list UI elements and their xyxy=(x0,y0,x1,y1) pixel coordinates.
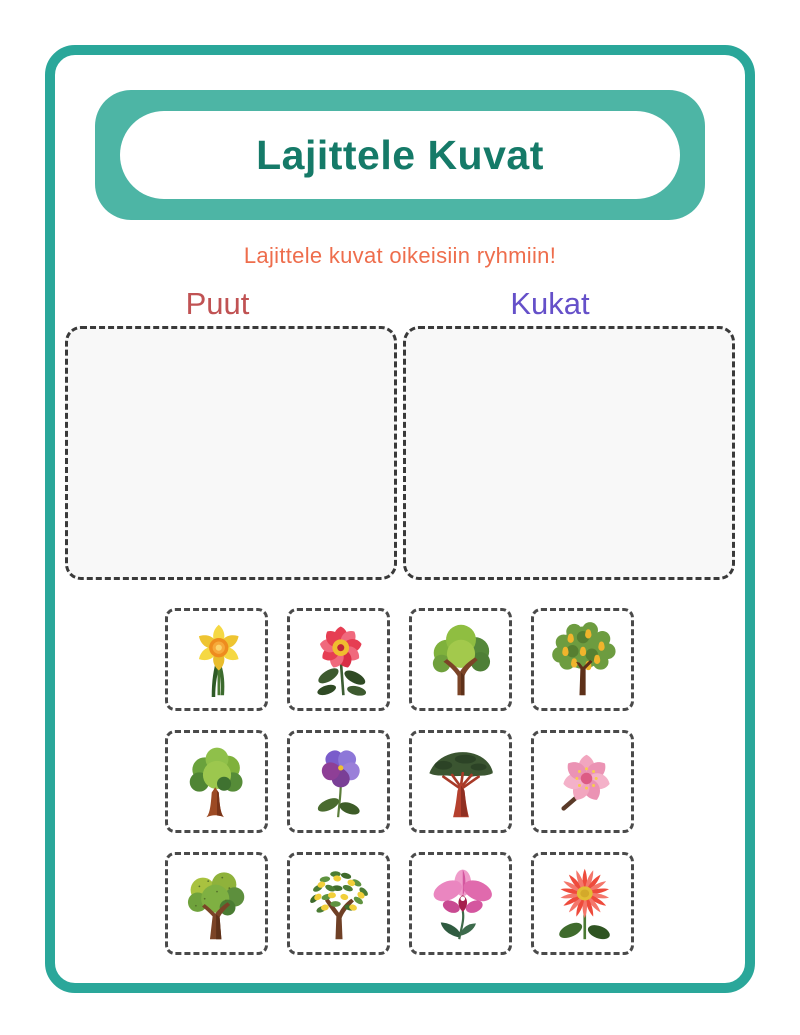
card-green-tree[interactable] xyxy=(409,608,512,711)
puut-dropzone[interactable] xyxy=(65,326,397,580)
card-pear-tree[interactable] xyxy=(531,608,634,711)
pear-tree-image xyxy=(539,616,627,704)
card-daffodil[interactable] xyxy=(165,608,268,711)
card-cherry-blossom[interactable] xyxy=(531,730,634,833)
violet-flower-image xyxy=(295,738,383,826)
card-bushy-tree[interactable] xyxy=(165,852,268,955)
title-banner xyxy=(95,90,705,220)
green-tree-image xyxy=(417,616,505,704)
card-lemon-tree[interactable] xyxy=(287,852,390,955)
page-title: Lajittele Kuvat xyxy=(256,131,544,178)
card-orchid-flower[interactable] xyxy=(409,852,512,955)
bushy-tree-image xyxy=(173,860,261,948)
card-dragon-tree[interactable] xyxy=(409,730,512,833)
card-red-flower[interactable] xyxy=(287,608,390,711)
round-tree-image xyxy=(173,738,261,826)
instructions-text: Lajittele kuvat oikeisiin ryhmiin! xyxy=(243,243,557,268)
card-violet-flower[interactable] xyxy=(287,730,390,833)
lemon-tree-image xyxy=(295,860,383,948)
orchid-flower-image xyxy=(417,860,505,948)
card-gerbera-flower[interactable] xyxy=(531,852,634,955)
cards-grid xyxy=(165,608,634,955)
cherry-blossom-image xyxy=(539,738,627,826)
card-round-tree[interactable] xyxy=(165,730,268,833)
red-flower-image xyxy=(295,616,383,704)
dragon-tree-image xyxy=(417,738,505,826)
kukat-zone-label: Kukat xyxy=(510,286,590,321)
kukat-dropzone[interactable] xyxy=(403,326,735,580)
gerbera-flower-image xyxy=(539,860,627,948)
puut-zone-label: Puut xyxy=(185,286,250,321)
daffodil-flower-image xyxy=(173,616,261,704)
title-pill xyxy=(120,111,680,199)
